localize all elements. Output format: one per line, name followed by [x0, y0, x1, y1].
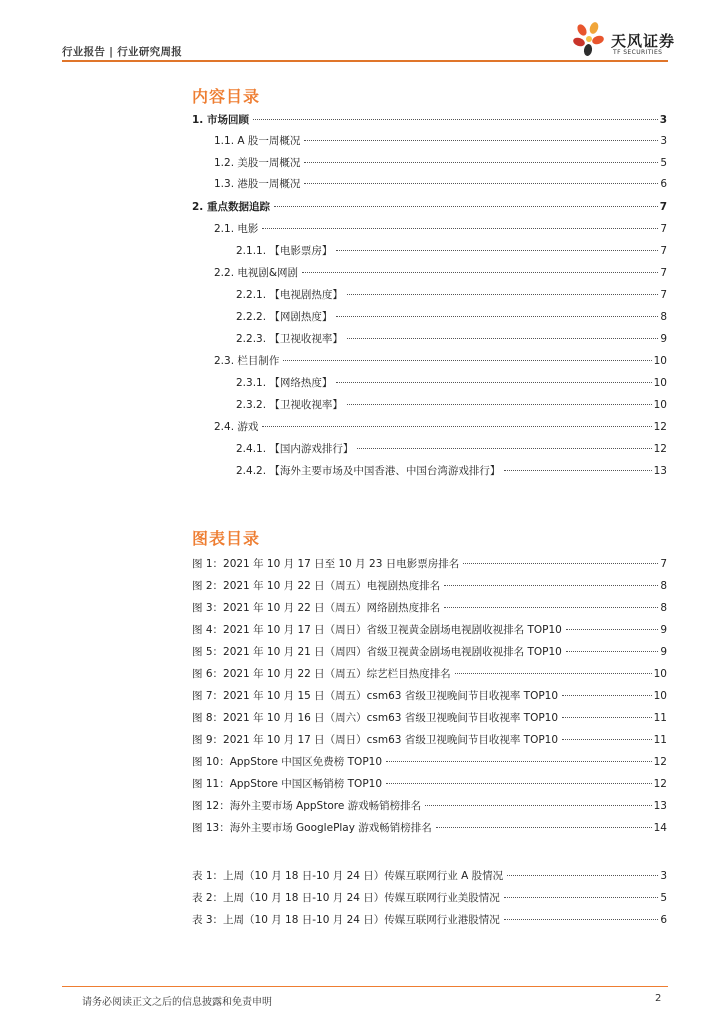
figure-item[interactable]: [192, 776, 667, 792]
leader-dots: [336, 250, 658, 251]
toc-item[interactable]: [236, 463, 667, 479]
company-logo: [572, 22, 682, 60]
figure-item-page: 10: [653, 668, 667, 680]
toc-item-label: 2.2.2. 【网剧热度】: [236, 311, 333, 323]
leader-dots: [386, 783, 652, 784]
toc-item-label: 1.2. 美股一周概况: [214, 157, 301, 169]
logo-name-en: TF SECURITIES: [613, 49, 663, 56]
footer-disclaimer: 请务必阅读正文之后的信息披露和免责申明: [82, 997, 272, 1008]
figure-item-label: 图 4：2021 年 10 月 17 日（周日）省级卫视黄金剧场电视剧收视排名 TOP10: [192, 624, 562, 636]
leader-dots: [304, 140, 658, 141]
toc-item-page: 9: [660, 333, 667, 345]
figure-item-label: 图 10：AppStore 中国区免费榜 TOP10: [192, 756, 383, 768]
toc-item[interactable]: [214, 155, 667, 171]
toc-item-page: 7: [660, 223, 667, 235]
figure-item-label: 图 7：2021 年 10 月 15 日（周五）csm63 省级卫视晚间节目收视率 TOP10: [192, 690, 559, 702]
leader-dots: [444, 585, 658, 586]
page-number: 2: [655, 993, 662, 1004]
toc-item-label: 2.2.3. 【卫视收视率】: [236, 333, 343, 345]
figure-item[interactable]: [192, 644, 667, 660]
figure-item-page: 11: [653, 712, 667, 724]
table-item[interactable]: [192, 868, 667, 884]
leader-dots: [425, 805, 651, 806]
leader-dots: [436, 827, 652, 828]
toc-item-label: 1. 市场回顾: [192, 114, 249, 126]
toc-item[interactable]: [236, 397, 667, 413]
toc-item-page: 3: [659, 114, 667, 126]
leader-dots: [336, 382, 651, 383]
logo-name-cn: 天风证券: [611, 32, 676, 50]
toc-item-label: 2.1. 电影: [214, 223, 259, 235]
figure-item[interactable]: [192, 688, 667, 704]
leader-dots: [262, 426, 651, 427]
figure-item-page: 13: [653, 800, 667, 812]
figure-item-label: 图 1：2021 年 10 月 17 日至 10 月 23 日电影票房排名: [192, 558, 460, 570]
toc-item-label: 2.2. 电视剧&网剧: [214, 267, 299, 279]
toc-item[interactable]: [236, 331, 667, 347]
toc-item-label: 2.3. 栏目制作: [214, 355, 280, 367]
figure-item-label: 图 6：2021 年 10 月 22 日（周五）综艺栏目热度排名: [192, 668, 451, 680]
toc-item[interactable]: [214, 265, 667, 281]
leader-dots: [507, 875, 658, 876]
toc-item-label: 1.3. 港股一周概况: [214, 178, 301, 190]
leader-dots: [304, 183, 658, 184]
table-item-label: 表 2：上周（10 月 18 日-10 月 24 日）传媒互联网行业美股情况: [192, 892, 500, 904]
toc-item-label: 2. 重点数据追踪: [192, 201, 270, 213]
figure-item[interactable]: [192, 710, 667, 726]
leader-dots: [347, 294, 658, 295]
figure-item-page: 9: [660, 646, 667, 658]
toc-item[interactable]: [236, 287, 667, 303]
leader-dots: [347, 404, 652, 405]
leader-dots: [336, 316, 658, 317]
toc-item-page: 10: [653, 377, 667, 389]
figure-item-page: 11: [653, 734, 667, 746]
toc-item-label: 2.3.1. 【网络热度】: [236, 377, 333, 389]
figure-item-label: 图 9：2021 年 10 月 17 日（周日）csm63 省级卫视晚间节目收视率 TOP10: [192, 734, 559, 746]
figure-item[interactable]: [192, 600, 667, 616]
contents-title: 内容目录: [192, 87, 261, 106]
figure-item[interactable]: [192, 622, 667, 638]
table-item[interactable]: [192, 890, 667, 906]
leader-dots: [562, 695, 652, 696]
header-divider: [62, 60, 668, 62]
toc-item-page: 13: [653, 465, 667, 477]
figure-item-label: 图 11：AppStore 中国区畅销榜 TOP10: [192, 778, 383, 790]
toc-item-page: 8: [660, 311, 667, 323]
figure-item-label: 图 5：2021 年 10 月 21 日（周四）省级卫视黄金剧场电视剧收视排名 TOP10: [192, 646, 562, 658]
toc-item-page: 7: [660, 267, 667, 279]
figure-item-label: 图 8：2021 年 10 月 16 日（周六）csm63 省级卫视晚间节目收视率 TOP10: [192, 712, 559, 724]
toc-item-page: 7: [660, 289, 667, 301]
leader-dots: [562, 717, 652, 718]
figure-item-page: 8: [660, 602, 667, 614]
leader-dots: [386, 761, 652, 762]
leader-dots: [504, 919, 659, 920]
figure-item-page: 9: [660, 624, 667, 636]
toc-item[interactable]: [214, 176, 667, 192]
toc-item[interactable]: [214, 419, 667, 435]
leader-dots: [302, 272, 658, 273]
figure-item-page: 12: [653, 778, 667, 790]
leader-dots: [357, 448, 651, 449]
toc-item-label: 2.4.1. 【国内游戏排行】: [236, 443, 354, 455]
figure-item[interactable]: [192, 666, 667, 682]
toc-item-page: 12: [653, 421, 667, 433]
toc-item-label: 1.1. A 股一周概况: [214, 135, 301, 147]
leader-dots: [283, 360, 651, 361]
figure-item-label: 图 2：2021 年 10 月 22 日（周五）电视剧热度排名: [192, 580, 441, 592]
figure-item-label: 图 13：海外主要市场 GooglePlay 游戏畅销榜排名: [192, 822, 432, 834]
toc-item-page: 7: [659, 201, 667, 213]
figure-item-page: 14: [653, 822, 667, 834]
leader-dots: [274, 206, 658, 207]
toc-item[interactable]: [236, 243, 667, 259]
leader-dots: [262, 228, 658, 229]
figure-item[interactable]: [192, 798, 667, 814]
figure-item-page: 8: [660, 580, 667, 592]
leader-dots: [562, 739, 652, 740]
toc-item[interactable]: [192, 112, 667, 128]
leader-dots: [504, 897, 659, 898]
toc-item-page: 10: [653, 399, 667, 411]
figures-title: 图表目录: [192, 529, 261, 548]
table-item-page: 6: [660, 914, 667, 926]
table-item-label: 表 3：上周（10 月 18 日-10 月 24 日）传媒互联网行业港股情况: [192, 914, 500, 926]
leader-dots: [304, 162, 658, 163]
toc-item-page: 12: [653, 443, 667, 455]
toc-item-label: 2.1.1. 【电影票房】: [236, 245, 333, 257]
toc-item-page: 6: [660, 178, 667, 190]
toc-item-page: 5: [660, 157, 667, 169]
toc-item-label: 2.4. 游戏: [214, 421, 259, 433]
toc-item-label: 2.4.2. 【海外主要市场及中国香港、中国台湾游戏排行】: [236, 465, 501, 477]
table-item[interactable]: [192, 912, 667, 928]
leader-dots: [566, 629, 658, 630]
toc-item[interactable]: [236, 441, 667, 457]
table-item-label: 表 1：上周（10 月 18 日-10 月 24 日）传媒互联网行业 A 股情况: [192, 870, 504, 882]
figure-item-page: 10: [653, 690, 667, 702]
toc-item[interactable]: [214, 133, 667, 149]
footer-divider: [62, 986, 668, 987]
figure-item[interactable]: [192, 754, 667, 770]
toc-item-page: 7: [660, 245, 667, 257]
figure-item-label: 图 12：海外主要市场 AppStore 游戏畅销榜排名: [192, 800, 422, 812]
toc-item[interactable]: [214, 353, 667, 369]
toc-item[interactable]: [192, 199, 667, 215]
leader-dots: [504, 470, 651, 471]
leader-dots: [463, 563, 658, 564]
table-item-page: 5: [660, 892, 667, 904]
toc-item-page: 3: [660, 135, 667, 147]
figure-item[interactable]: [192, 820, 667, 836]
leader-dots: [444, 607, 658, 608]
flower-petals-icon: [572, 22, 608, 58]
figure-item-page: 12: [653, 756, 667, 768]
figure-item-label: 图 3：2021 年 10 月 22 日（周五）网络剧热度排名: [192, 602, 441, 614]
report-category-label: 行业报告 | 行业研究周报: [62, 46, 183, 58]
toc-item-label: 2.3.2. 【卫视收视率】: [236, 399, 343, 411]
leader-dots: [455, 673, 652, 674]
figure-item[interactable]: [192, 556, 667, 572]
leader-dots: [347, 338, 658, 339]
toc-item[interactable]: [236, 375, 667, 391]
figure-item-page: 7: [660, 558, 667, 570]
toc-item[interactable]: [236, 309, 667, 325]
figure-item[interactable]: [192, 732, 667, 748]
figure-item[interactable]: [192, 578, 667, 594]
toc-item-page: 10: [653, 355, 667, 367]
toc-item[interactable]: [214, 221, 667, 237]
leader-dots: [253, 119, 658, 120]
leader-dots: [566, 651, 658, 652]
table-item-page: 3: [660, 870, 667, 882]
toc-item-label: 2.2.1. 【电视剧热度】: [236, 289, 343, 301]
